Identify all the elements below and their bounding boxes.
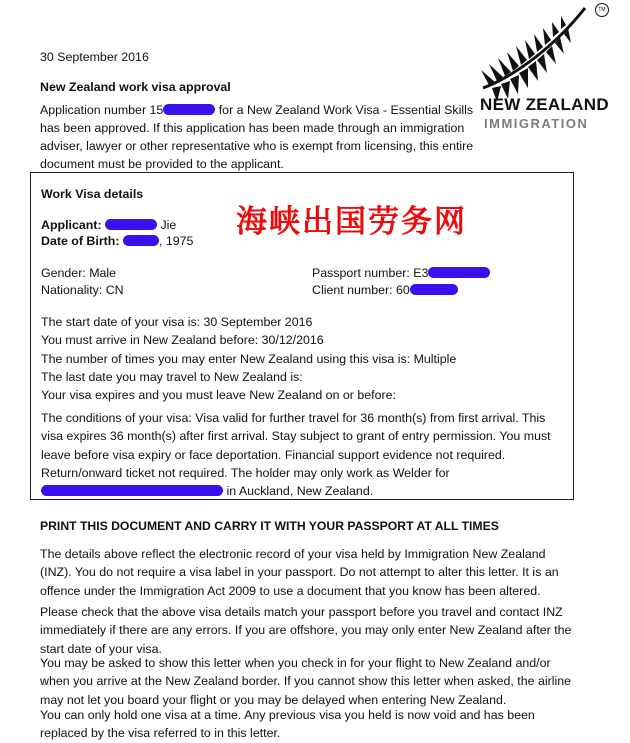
print-instruction-heading: PRINT THIS DOCUMENT AND CARRY IT WITH YOUR PASSPORT AT ALL TIMES bbox=[40, 519, 499, 533]
visa-date-line: The number of times you may enter New Zealand using this visa is: Multiple bbox=[41, 351, 457, 366]
conditions-text-b: in Auckland, New Zealand. bbox=[223, 484, 374, 499]
client-row bbox=[312, 283, 458, 297]
visa-date-line: The start date of your visa is: 30 September 2016 bbox=[41, 315, 313, 329]
applicant-label: Applicant: bbox=[41, 218, 102, 232]
details-heading: Work Visa details bbox=[41, 187, 144, 201]
passport-number: Passport number: E3 bbox=[312, 266, 429, 280]
redacted-application-number bbox=[163, 104, 215, 115]
dob-year: , 1975 bbox=[158, 234, 194, 248]
redacted-client-number bbox=[410, 284, 458, 295]
logo-new-zealand: NEW ZEALAND bbox=[480, 95, 609, 114]
paragraph-check-details: Please check that the above visa details match your passport before you travel and contact INZ immediately if there are any errors. If you are offshore, you may only enter New Zealand after the start date of your visa. bbox=[40, 605, 572, 656]
intro-text-a: Application number 15 bbox=[40, 103, 164, 117]
visa-date-line: The last date you may travel to New Zealand is: bbox=[41, 369, 303, 384]
logo-immigration: IMMIGRATION bbox=[484, 116, 589, 131]
applicant-given-name: Jie bbox=[160, 218, 177, 232]
intro-text-b: for a New Zealand Work Visa - Essential Skills has been approved. If this application has been made through an immigration adviser, lawyer or other representative who is exempt from licensing, this entire document must be provided to the applicant. bbox=[40, 103, 474, 171]
paragraph-one-visa: You can only hold one visa at a time. Any previous visa you held is now void and has been replaced by the visa referred to in this letter. bbox=[40, 708, 535, 741]
visa-date-line: Your visa expires and you must leave New Zealand on or before: bbox=[41, 388, 396, 403]
redacted-applicant-name bbox=[105, 219, 157, 230]
dob-row bbox=[41, 234, 193, 248]
redacted-employer bbox=[41, 485, 223, 496]
paragraph-electronic-record: The details above reflect the electronic record of your visa held by Immigration New Zealand (INZ). You do not require a visa label in your passport. Do not attempt to alter this letter. It is an offence under the Immigration Act 2009 to use a document that you know has been altered. bbox=[40, 547, 559, 598]
visa-date-line: You must arrive in New Zealand before: 30/12/2016 bbox=[41, 333, 324, 348]
paragraph-show-letter: You may be asked to show this letter when you check in for your flight to New Zealand and/or when you arrive at the New Zealand border. If you cannot show this letter when asked, the airline may not let you board your flight or you may be delayed when entering New Zealand. bbox=[40, 656, 572, 707]
applicant-row bbox=[41, 218, 176, 232]
visa-conditions bbox=[41, 409, 566, 500]
visa-dates-block bbox=[41, 313, 561, 404]
passport-row bbox=[312, 266, 490, 280]
letter-date: 30 September 2016 bbox=[40, 50, 149, 64]
nationality: Nationality: CN bbox=[41, 283, 124, 297]
intro-paragraph bbox=[40, 101, 480, 173]
watermark-text: 海峡出国劳务网 bbox=[236, 204, 467, 240]
trademark-mark: TM bbox=[595, 3, 609, 17]
client-number: Client number: 60 bbox=[312, 283, 410, 297]
redacted-passport bbox=[428, 267, 490, 278]
redacted-dob bbox=[123, 235, 159, 246]
letter-title: New Zealand work visa approval bbox=[40, 80, 231, 94]
conditions-text-a: The conditions of your visa: Visa valid for further travel for 36 month(s) from first arrival. This visa expires 36 month(s) after first arrival. Stay subject to grant of entry permission. You must leave before visa expiry or face deportation. Financial support evidence not required. Return/onward ticket not required. The holder may only work as Welder for bbox=[41, 411, 551, 480]
dob-label: Date of Birth: bbox=[41, 234, 120, 248]
gender: Gender: Male bbox=[41, 266, 117, 280]
